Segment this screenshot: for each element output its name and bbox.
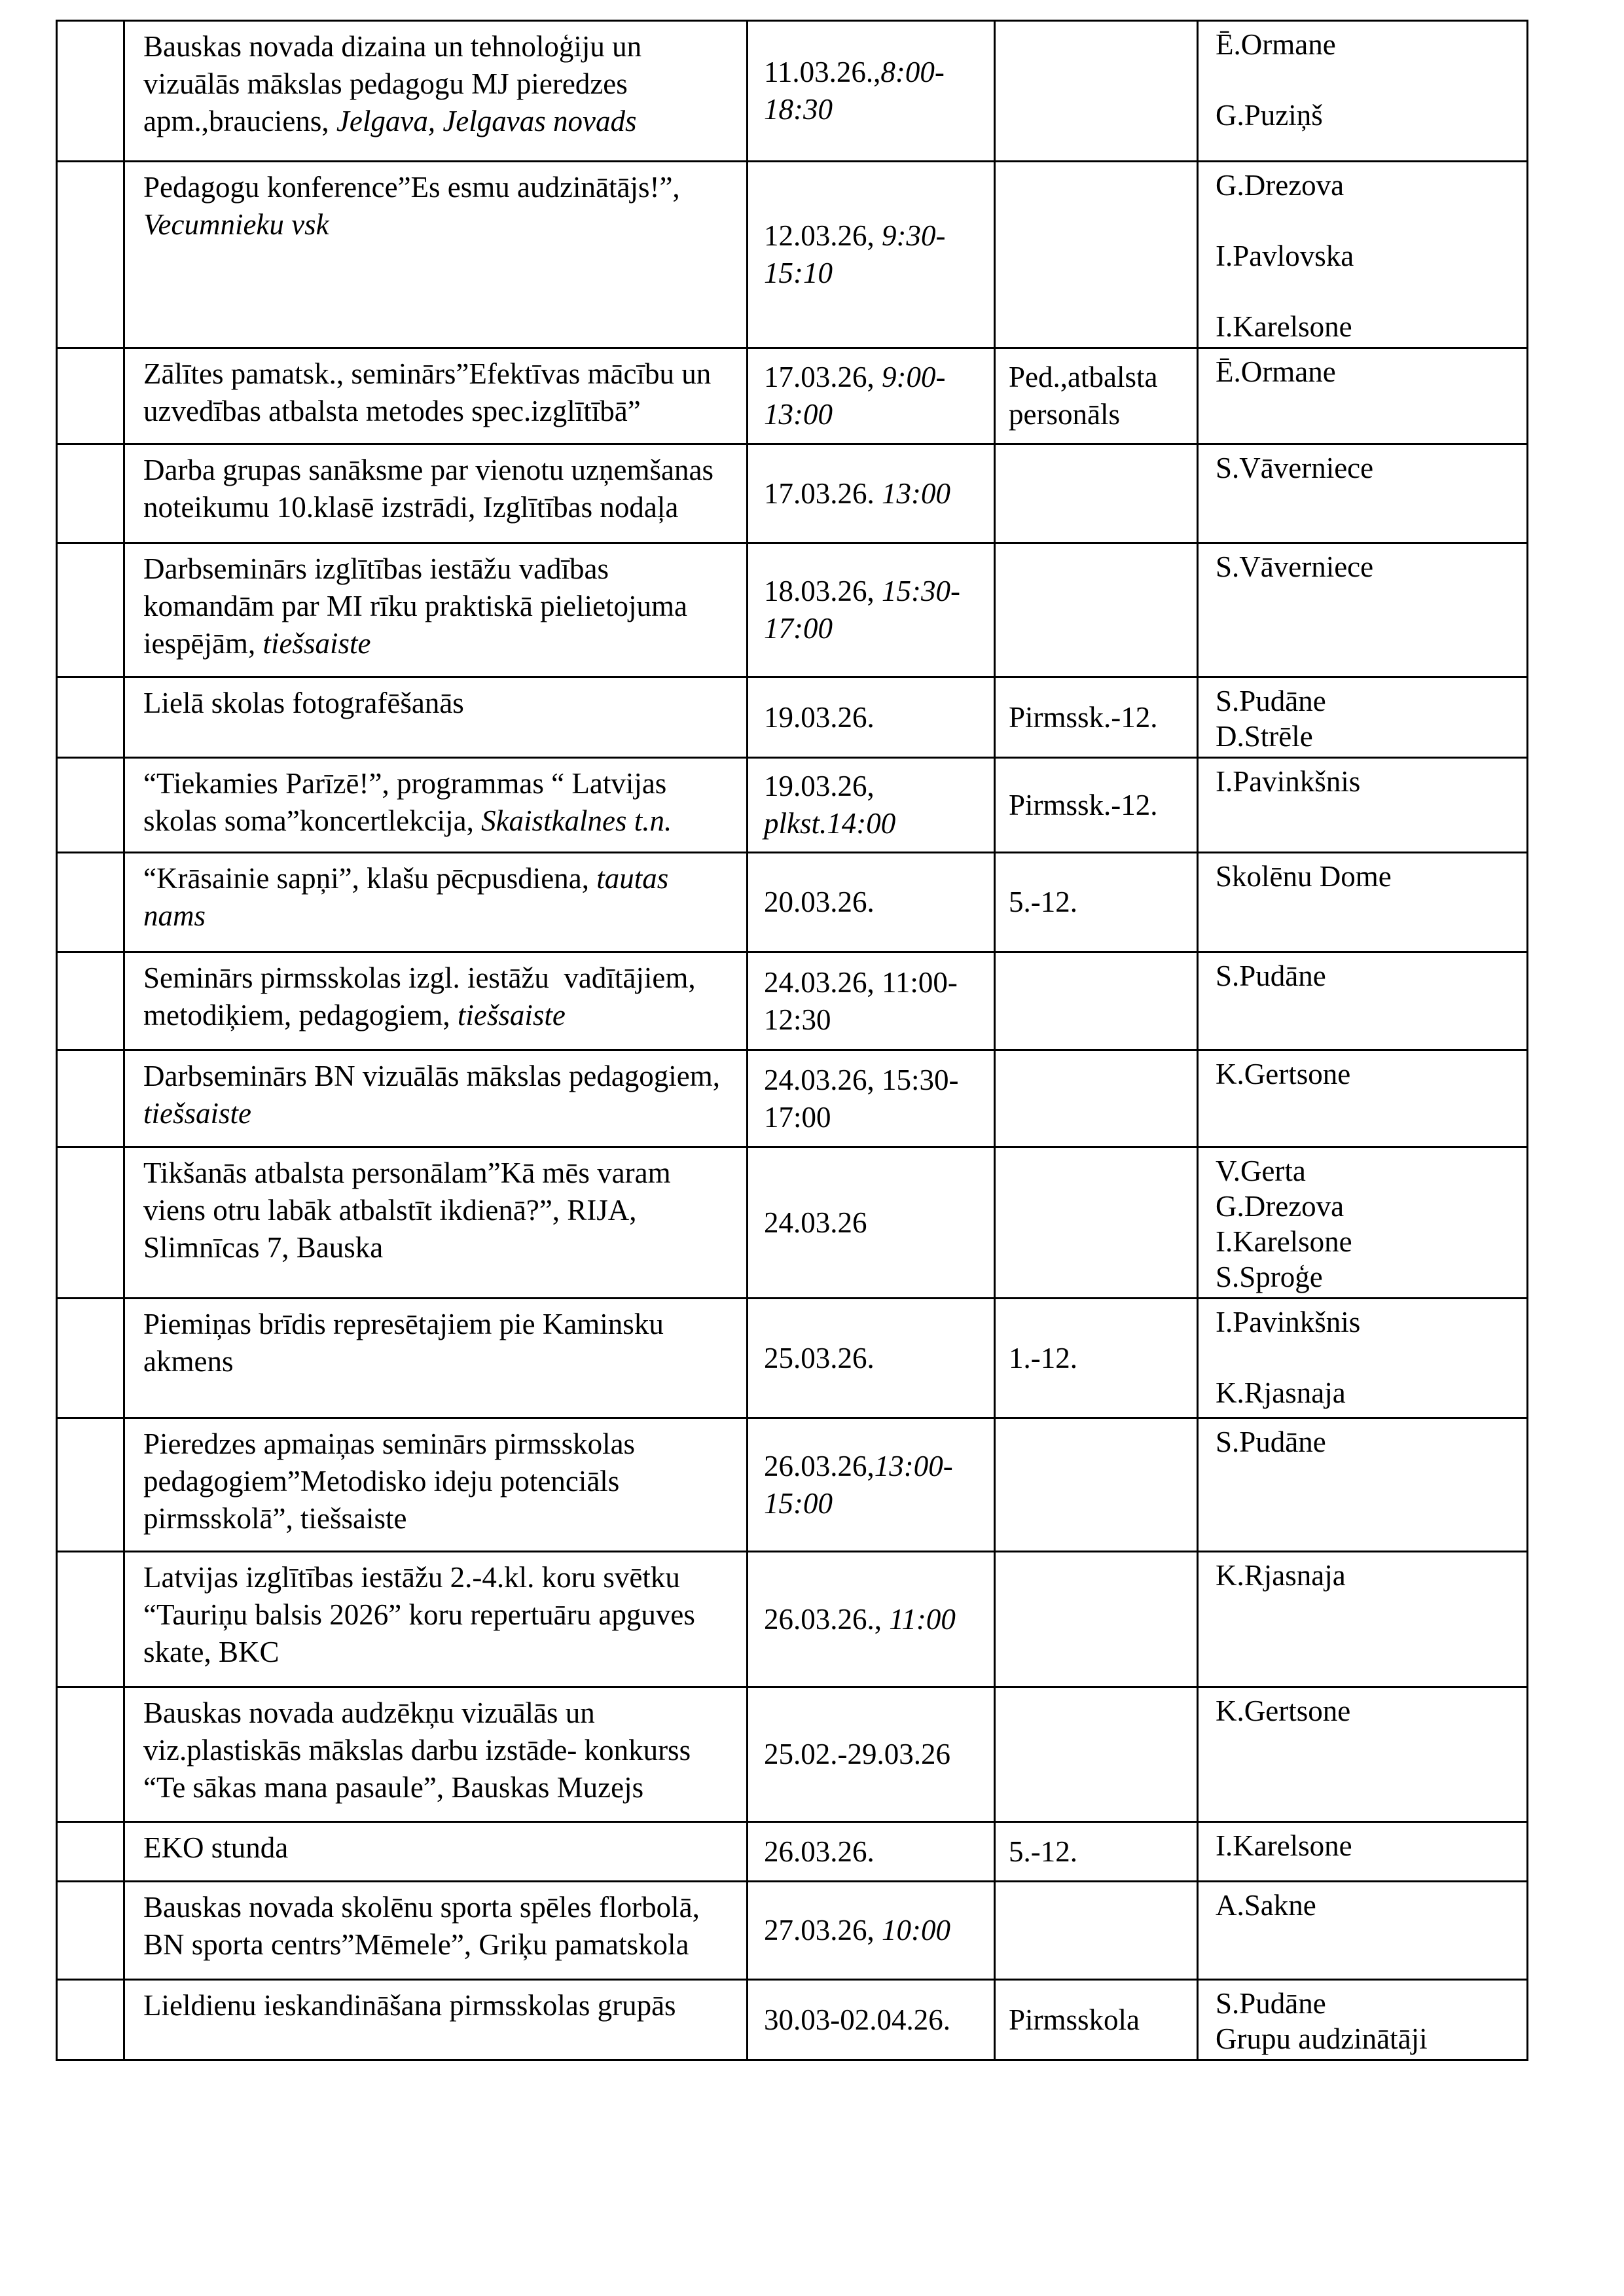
responsible-person: A.Sakne [1216, 1889, 1316, 1922]
text-segment: 25.02.-29.03.26 [764, 1738, 950, 1770]
event-cell [124, 952, 748, 1050]
text-line [764, 884, 984, 921]
text-line [764, 1601, 984, 1638]
responsible-person: I.Pavinkšnis [1216, 1306, 1361, 1338]
audience-cell [995, 21, 1198, 162]
italic-segment: 10:00 [882, 1914, 950, 1946]
text-segment: “Tiekamies Parīzē!”, programmas “ Latvijas [143, 767, 667, 800]
text-line [764, 1062, 984, 1099]
index-cell [57, 1980, 124, 2060]
responsible-person: S.Vāverniece [1216, 452, 1374, 484]
table-row [57, 162, 1528, 348]
spacer [1216, 1340, 1517, 1375]
text-line [143, 169, 731, 206]
italic-segment: 17:00 [764, 612, 833, 645]
italic-segment: tiešsaiste [457, 999, 566, 1031]
text-segment: BN sporta centrs”Mēmele”, Griķu pamatskola [143, 1928, 689, 1961]
responsible-cell [1198, 677, 1528, 758]
index-cell [57, 952, 124, 1050]
audience-cell [995, 1552, 1198, 1687]
index-cell [57, 1299, 124, 1418]
table-row [57, 853, 1528, 952]
responsible-cell [1198, 444, 1528, 543]
text-segment: 11.03.26., [764, 56, 881, 88]
text-line [143, 489, 731, 526]
date-cell [748, 1687, 995, 1822]
table-row [57, 1822, 1528, 1882]
index-cell [57, 21, 124, 162]
responsible-person: Ē.Ormane [1216, 28, 1336, 61]
table-row [57, 1050, 1528, 1147]
text-segment: 26.03.26, [764, 1449, 875, 1482]
italic-segment: 18:30 [764, 93, 833, 126]
table-row [57, 543, 1528, 677]
text-segment: pedagogiem”Metodisko ideju potenciāls [143, 1465, 620, 1498]
audience-cell [995, 952, 1198, 1050]
text-line [143, 206, 731, 243]
text-segment: Pedagogu konference”Es esmu audzinātājs!”, [143, 171, 680, 204]
text-line [143, 1095, 731, 1132]
date-cell [748, 1050, 995, 1147]
date-cell [748, 348, 995, 444]
table-row [57, 444, 1528, 543]
text-segment: 24.03.26, 11:00- [764, 965, 958, 999]
audience-cell [995, 1147, 1198, 1299]
audience-label: Ped.,atbalsta [1009, 361, 1158, 393]
responsible-person: G.Drezova [1216, 1190, 1344, 1223]
responsible-person: Ē.Ormane [1216, 355, 1336, 388]
text-segment: apm.,brauciens, [143, 105, 336, 137]
index-cell [57, 444, 124, 543]
text-segment: Bauskas novada audzēkņu vizuālās un [143, 1696, 595, 1729]
table-row [57, 1687, 1528, 1822]
text-segment: 17:00 [764, 1100, 831, 1134]
audience-cell [995, 543, 1198, 677]
date-cell [748, 677, 995, 758]
event-cell [124, 1822, 748, 1882]
text-line [143, 1192, 731, 1229]
audience-cell [995, 444, 1198, 543]
text-segment: viens otru labāk atbalstīt ikdienā?”, RIJA, [143, 1194, 637, 1227]
event-cell [124, 677, 748, 758]
event-cell [124, 1687, 748, 1822]
text-line [143, 897, 731, 935]
responsible-person: K.Rjasnaja [1216, 1559, 1346, 1592]
text-line [143, 1769, 731, 1806]
text-line [764, 768, 984, 805]
event-cell [124, 1980, 748, 2060]
text-segment: 26.03.26., [764, 1602, 890, 1636]
date-cell [748, 1822, 995, 1882]
text-segment: “Te sākas mana pasaule”, Bauskas Muzejs [143, 1771, 644, 1804]
date-cell [748, 21, 995, 162]
text-segment: 27.03.26, [764, 1914, 882, 1946]
text-segment: 24.03.26 [764, 1206, 867, 1239]
text-line [143, 1559, 731, 1596]
text-line [764, 217, 984, 255]
italic-segment: 15:30- [874, 575, 960, 607]
text-segment: “Tauriņu balsis 2026” koru repertuāru apguves [143, 1598, 695, 1631]
audience-cell [995, 1050, 1198, 1147]
date-cell [748, 853, 995, 952]
text-segment: Tikšanās atbalsta personālam”Kā mēs varam [143, 1157, 671, 1189]
date-cell [748, 1552, 995, 1687]
index-cell [57, 543, 124, 677]
responsible-person: D.Strēle [1216, 720, 1313, 753]
event-cell [124, 1147, 748, 1299]
audience-cell [995, 162, 1198, 348]
event-cell [124, 444, 748, 543]
text-line [143, 355, 731, 393]
text-segment: viz.plastiskās mākslas darbu izstāde- konkurss [143, 1734, 691, 1767]
text-line [764, 91, 984, 128]
text-segment: 19.03.26, [764, 770, 875, 802]
responsible-person: Grupu audzinātāji [1216, 2022, 1428, 2055]
text-line [764, 1448, 984, 1485]
text-line [764, 1340, 984, 1377]
italic-segment: tautas [596, 862, 669, 895]
event-cell [124, 348, 748, 444]
italic-segment: nams [143, 899, 206, 932]
text-line [143, 28, 731, 65]
text-segment: Bauskas novada dizaina un tehnoloģiju un [143, 30, 642, 63]
text-segment: vizuālās mākslas pedagogu MJ pieredzes [143, 67, 628, 100]
audience-cell [995, 1822, 1198, 1882]
text-segment: Darbseminārs BN vizuālās mākslas pedagogiem, [143, 1060, 721, 1092]
responsible-person: I.Karelsone [1216, 1225, 1352, 1258]
table-row [57, 758, 1528, 853]
text-line [764, 1485, 984, 1522]
text-line [143, 1500, 731, 1537]
text-segment: Piemiņas brīdis represētajiem pie Kaminsku [143, 1308, 664, 1340]
text-line [764, 573, 984, 610]
responsible-cell [1198, 348, 1528, 444]
table-row [57, 677, 1528, 758]
responsible-cell [1198, 543, 1528, 677]
text-line [764, 699, 984, 736]
audience-cell [995, 758, 1198, 853]
text-line [143, 452, 731, 489]
italic-segment: tiešsaiste [143, 1097, 251, 1130]
italic-segment: 11:00 [889, 1602, 956, 1636]
audience-label: 1.-12. [1009, 1341, 1077, 1374]
responsible-cell [1198, 1980, 1528, 2060]
event-cell [124, 1299, 748, 1418]
text-line [143, 1829, 731, 1867]
responsible-person: K.Rjasnaja [1216, 1376, 1346, 1409]
responsible-cell [1198, 853, 1528, 952]
date-cell [748, 1882, 995, 1980]
italic-segment: 13:00- [874, 1449, 953, 1482]
responsible-cell [1198, 1418, 1528, 1552]
text-line [143, 860, 731, 897]
text-line [143, 1229, 731, 1266]
audience-label: 5.-12. [1009, 886, 1077, 918]
text-line [764, 1204, 984, 1242]
text-segment: 17.03.26, [764, 361, 875, 393]
schedule-body [57, 21, 1528, 2060]
text-line [143, 393, 731, 430]
event-cell [124, 1050, 748, 1147]
table-row [57, 1299, 1528, 1418]
responsible-person: S.Pudāne [1216, 1987, 1326, 2020]
date-cell [748, 543, 995, 677]
text-line [143, 997, 731, 1034]
text-segment: EKO stunda [143, 1831, 289, 1864]
text-line [143, 1343, 731, 1380]
italic-segment: 9:00- [874, 361, 946, 393]
responsible-person: S.Pudāne [1216, 685, 1326, 717]
responsible-person: S.Sproģe [1216, 1261, 1323, 1293]
text-segment: Latvijas izglītības iestāžu 2.-4.kl. koru svētku [143, 1561, 680, 1594]
responsible-cell [1198, 21, 1528, 162]
audience-label: Pirmsskola [1009, 2003, 1140, 2036]
event-cell [124, 758, 748, 853]
spacer [1216, 62, 1517, 98]
table-row [57, 1882, 1528, 1980]
index-cell [57, 348, 124, 444]
text-segment: 12:30 [764, 1003, 831, 1036]
spacer [1216, 203, 1517, 238]
audience-cell [995, 1882, 1198, 1980]
text-segment: skolas soma”koncertlekcija, [143, 804, 482, 837]
italic-segment: tiešsaiste [262, 627, 371, 660]
table-row [57, 1418, 1528, 1552]
index-cell [57, 758, 124, 853]
responsible-person: Skolēnu Dome [1216, 860, 1392, 893]
text-segment: 30.03-02.04.26. [764, 2003, 950, 2036]
date-cell [748, 758, 995, 853]
italic-segment: 13:00 [882, 476, 950, 510]
responsible-person: S.Pudāne [1216, 960, 1326, 992]
text-segment: “Krāsainie sapņi”, klašu pēcpusdiena, [143, 862, 597, 895]
index-cell [57, 853, 124, 952]
italic-segment: 9:30- [874, 219, 946, 252]
text-segment: 24.03.26, 15:30- [764, 1063, 959, 1096]
text-line [143, 1634, 731, 1671]
responsible-cell [1198, 758, 1528, 853]
text-line [764, 1912, 984, 1949]
responsible-cell [1198, 1882, 1528, 1980]
audience-cell [995, 1980, 1198, 2060]
table-row [57, 1147, 1528, 1299]
text-line [764, 475, 984, 512]
italic-segment: plkst.14:00 [764, 807, 896, 840]
text-line [143, 765, 731, 802]
audience-cell [995, 853, 1198, 952]
text-line [764, 1099, 984, 1136]
responsible-cell [1198, 1552, 1528, 1687]
audience-label: Pirmssk.-12. [1009, 788, 1158, 821]
audience-cell [995, 348, 1198, 444]
index-cell [57, 1552, 124, 1687]
table-row [57, 348, 1528, 444]
text-line [143, 1926, 731, 1964]
audience-label: personāls [1009, 398, 1120, 431]
audience-cell [995, 1299, 1198, 1418]
responsible-person: I.Pavinkšnis [1216, 765, 1361, 798]
index-cell [57, 677, 124, 758]
responsible-person: K.Gertsone [1216, 1058, 1351, 1090]
text-segment: skate, BKC [143, 1636, 280, 1668]
responsible-person: I.Pavlovska [1216, 240, 1354, 272]
text-segment: Zālītes pamatsk., seminārs”Efektīvas mācību un [143, 357, 712, 390]
italic-segment: 8:00- [880, 56, 945, 88]
text-line [143, 960, 731, 997]
responsible-cell [1198, 1050, 1528, 1147]
text-line [143, 1155, 731, 1192]
text-segment: Pieredzes apmaiņas seminārs pirmsskolas [143, 1427, 636, 1460]
responsible-person: V.Gerta [1216, 1155, 1306, 1187]
date-cell [748, 444, 995, 543]
italic-segment: Skaistkalnes t.n. [481, 804, 672, 837]
event-cell [124, 853, 748, 952]
audience-label: Pirmssk.-12. [1009, 700, 1158, 734]
text-segment: metodiķiem, pedagogiem, [143, 999, 458, 1031]
text-segment: 26.03.26. [764, 1835, 875, 1868]
text-line [143, 1306, 731, 1343]
text-line [143, 65, 731, 103]
responsible-person: G.Puziņš [1216, 99, 1323, 132]
table-row [57, 1980, 1528, 2060]
text-line [143, 1058, 731, 1095]
text-segment: pirmsskolā”, tiešsaiste [143, 1502, 407, 1535]
responsible-person: K.Gertsone [1216, 1695, 1351, 1727]
italic-segment: 13:00 [764, 398, 833, 431]
audience-label: 5.-12. [1009, 1835, 1077, 1868]
schedule-table [56, 20, 1528, 2061]
text-segment: 19.03.26. [764, 700, 875, 734]
text-segment: iespējām, [143, 627, 263, 660]
text-line [764, 1001, 984, 1039]
text-line [764, 359, 984, 396]
text-segment: 25.03.26. [764, 1341, 875, 1374]
text-segment: Darba grupas sanāksme par vienotu uzņemšanas [143, 454, 713, 486]
responsible-cell [1198, 1299, 1528, 1418]
event-cell [124, 1882, 748, 1980]
text-segment: 18.03.26, [764, 575, 875, 607]
responsible-person: I.Karelsone [1216, 310, 1352, 343]
index-cell [57, 1687, 124, 1822]
text-segment: Slimnīcas 7, Bauska [143, 1231, 384, 1264]
text-line [764, 1736, 984, 1773]
text-line [143, 1732, 731, 1769]
text-segment: noteikumu 10.klasē izstrādi, Izglītības nodaļa [143, 491, 679, 524]
index-cell [57, 1822, 124, 1882]
responsible-cell [1198, 952, 1528, 1050]
text-line [143, 1426, 731, 1463]
italic-segment: 15:10 [764, 257, 833, 289]
audience-cell [995, 677, 1198, 758]
text-segment: Bauskas novada skolēnu sporta spēles florbolā, [143, 1891, 700, 1924]
text-line [764, 54, 984, 91]
event-cell [124, 1418, 748, 1552]
text-segment: akmens [143, 1345, 234, 1378]
spacer [1216, 274, 1517, 309]
italic-segment: Jelgava, Jelgavas novads [336, 105, 637, 137]
text-segment: uzvedības atbalsta metodes spec.izglītībā” [143, 395, 641, 427]
text-segment: 12.03.26, [764, 219, 875, 252]
event-cell [124, 543, 748, 677]
audience-cell [995, 1687, 1198, 1822]
date-cell [748, 1147, 995, 1299]
audience-cell [995, 1418, 1198, 1552]
text-line [143, 1987, 731, 2024]
date-cell [748, 1299, 995, 1418]
text-line [143, 1695, 731, 1732]
text-line [143, 103, 731, 140]
date-cell [748, 1980, 995, 2060]
date-cell [748, 162, 995, 348]
responsible-cell [1198, 1822, 1528, 1882]
responsible-person: S.Pudāne [1216, 1426, 1326, 1458]
text-line [143, 1463, 731, 1500]
text-line [764, 255, 984, 292]
text-line [143, 1889, 731, 1926]
index-cell [57, 1147, 124, 1299]
responsible-person: G.Drezova [1216, 169, 1344, 202]
text-segment: komandām par MI rīku praktiskā pielietojuma [143, 590, 688, 622]
responsible-person: I.Karelsone [1216, 1829, 1352, 1862]
index-cell [57, 1418, 124, 1552]
event-cell [124, 1552, 748, 1687]
text-line [143, 1596, 731, 1634]
responsible-cell [1198, 1147, 1528, 1299]
text-line [143, 802, 731, 840]
text-line [143, 550, 731, 588]
text-segment: Lieldienu ieskandināšana pirmsskolas grupās [143, 1989, 676, 2022]
table-row [57, 21, 1528, 162]
responsible-person: S.Vāverniece [1216, 550, 1374, 583]
event-cell [124, 21, 748, 162]
text-line [143, 685, 731, 722]
index-cell [57, 1882, 124, 1980]
text-line [764, 2001, 984, 2039]
table-row [57, 1552, 1528, 1687]
responsible-cell [1198, 162, 1528, 348]
event-cell [124, 162, 748, 348]
index-cell [57, 162, 124, 348]
date-cell [748, 1418, 995, 1552]
table-row [57, 952, 1528, 1050]
responsible-cell [1198, 1687, 1528, 1822]
text-segment: Darbseminārs izglītības iestāžu vadības [143, 552, 609, 585]
text-line [764, 964, 984, 1001]
text-segment: Seminārs pirmsskolas izgl. iestāžu vadītājiem, [143, 961, 696, 994]
text-line [143, 625, 731, 662]
italic-segment: 15:00 [764, 1486, 833, 1520]
italic-segment: Vecumnieku vsk [143, 208, 329, 241]
text-line [764, 805, 984, 842]
text-line [143, 588, 731, 625]
date-cell [748, 952, 995, 1050]
text-line [764, 396, 984, 433]
text-line [764, 1833, 984, 1871]
text-segment: Lielā skolas fotografēšanās [143, 687, 464, 719]
text-line [764, 610, 984, 647]
text-segment: 17.03.26. [764, 476, 882, 510]
index-cell [57, 1050, 124, 1147]
text-segment: 20.03.26. [764, 886, 875, 918]
